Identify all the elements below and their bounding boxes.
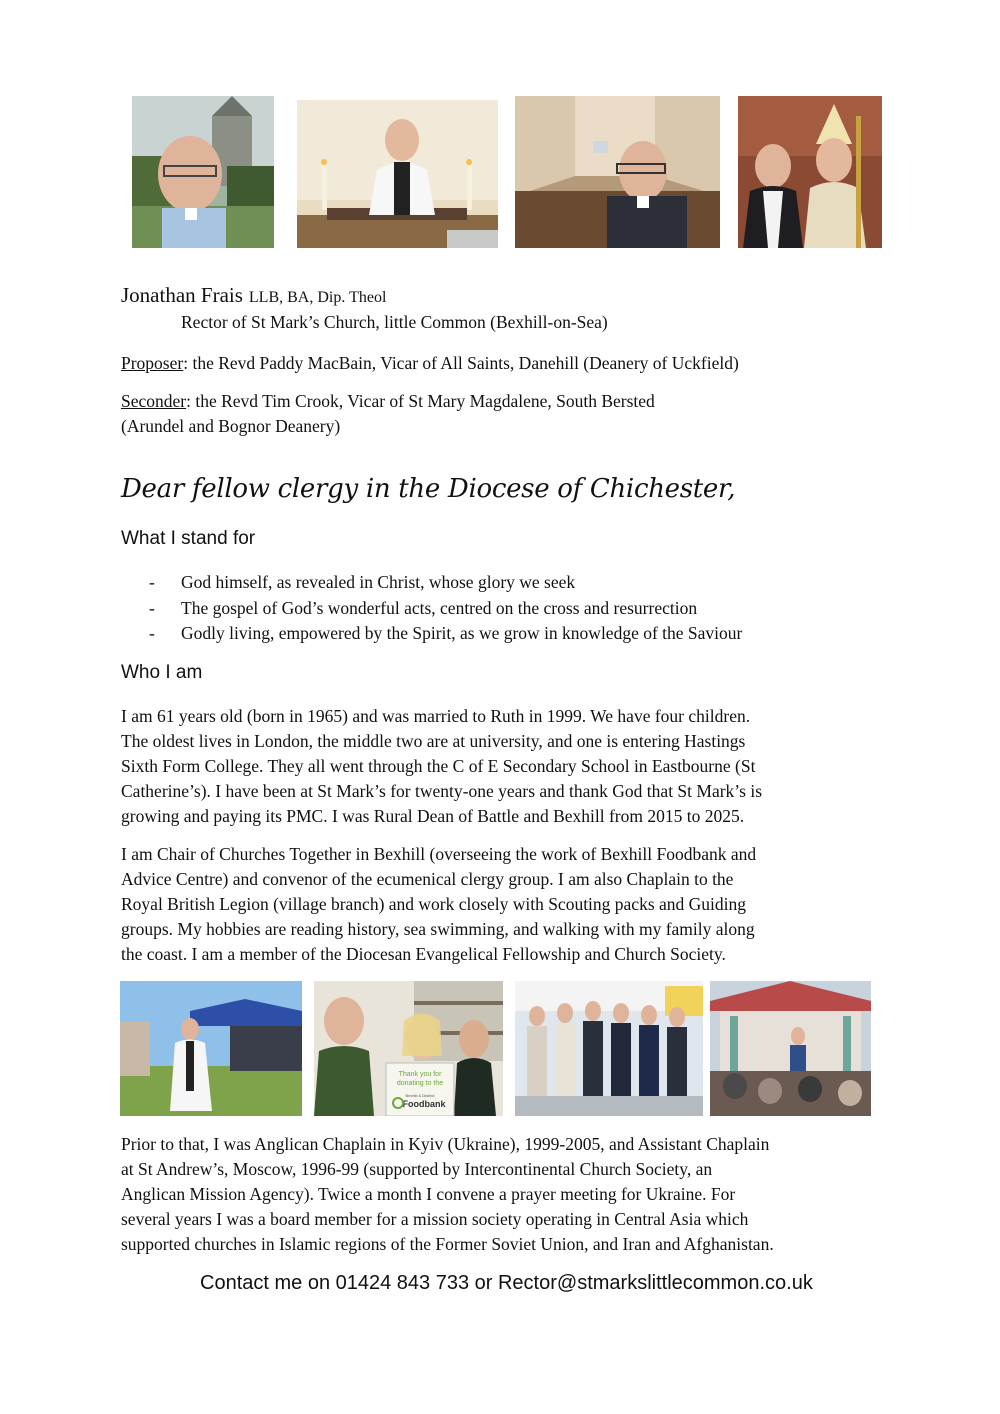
text-line: Sixth Form College. They all went through the C of E Secondary School in Eastbourne (St [121, 756, 756, 776]
church-interior-selfie-photo [515, 96, 720, 248]
text-line: at St Andrew’s, Moscow, 1996-99 (supported by Intercontinental Church Society, an [121, 1159, 713, 1179]
who-i-am-heading: Who I am [121, 662, 203, 683]
text-line: Anglican Mission Agency). Twice a month I convene a prayer meeting for Ukraine. For [121, 1184, 736, 1204]
text-line: several years I was a board member for a mission society operating in Central Asia which [121, 1209, 749, 1229]
prior-ministry-paragraph [121, 1132, 881, 1257]
list-item-text: The gospel of God’s wonderful acts, centred on the cross and resurrection [181, 597, 698, 618]
proposer-line [121, 351, 739, 376]
candidate-name-line [121, 283, 386, 308]
stand-for-heading: What I stand for [121, 528, 256, 549]
list-item: - The gospel of God’s wonderful acts, centred on the cross and resurrection [149, 597, 698, 618]
with-bishop-photo [738, 96, 882, 248]
text-line: the coast. I am a member of the Diocesan Evangelical Fellowship and Church Society. [121, 944, 726, 964]
text-line: groups. My hobbies are reading history, sea swimming, and walking with my family along [121, 919, 755, 939]
list-item-text: Godly living, empowered by the Spirit, as we grow in knowledge of the Saviour [181, 623, 743, 643]
seconder-block [121, 389, 655, 439]
proposer-text: : the Revd Paddy MacBain, Vicar of All Saints, Danehill (Deanery of Uckfield) [183, 353, 739, 373]
list-item-text: God himself, as revealed in Christ, whose glory we seek [181, 572, 576, 592]
foodbank-sign-brand: Foodbank [402, 1099, 446, 1109]
text-line: Prior to that, I was Anglican Chaplain in Kyiv (Ukraine), 1999-2005, and Assistant Chaplain [121, 1134, 770, 1154]
group-photo [515, 981, 703, 1116]
seconder-text: : the Revd Tim Crook, Vicar of St Mary Magdalene, South Bersted [186, 391, 655, 411]
foodbank-sign-small: Bexhill & District [405, 1093, 435, 1098]
who-i-am-paragraph-2 [121, 842, 881, 967]
text-line: supported churches in Islamic regions of the Former Soviet Union, and Iran and Afghanistan. [121, 1234, 774, 1254]
text-line: Royal British Legion (village branch) and work closely with Scouting packs and Guiding [121, 894, 747, 914]
text-line: I am 61 years old (born in 1965) and was married to Ruth in 1999. We have four children. [121, 706, 751, 726]
text-line: Advice Centre) and convenor of the ecumenical clergy group. I am also Chaplain to the [121, 869, 734, 889]
list-item: - Godly living, empowered by the Spirit, as we grow in knowledge of the Saviour [149, 623, 743, 643]
greeting: Dear fellow clergy in the Diocese of Chichester, [121, 474, 736, 504]
text-line: I am Chair of Churches Together in Bexhill (overseeing the work of Bexhill Foodbank and [121, 844, 757, 864]
who-i-am-paragraph-1 [121, 704, 881, 829]
proposer-label: Proposer [121, 353, 184, 373]
candidate-qualifications: LLB, BA, Dip. Theol [248, 289, 387, 306]
bandstand-talk-photo [710, 981, 871, 1116]
foodbank-sign-line1: Thank you for [398, 1071, 442, 1078]
pulpit-preaching-photo [297, 100, 498, 248]
candidate-name: Jonathan Frais [121, 283, 243, 307]
outdoor-service-photo [120, 981, 302, 1116]
text-line: growing and paying its PMC. I was Rural Dean of Battle and Bexhill from 2015 to 2025. [121, 806, 745, 826]
foodbank-sign-line2: donating to the [396, 1080, 444, 1087]
candidate-role: Rector of St Mark’s Church, little Common (Bexhill-on-Sea) [181, 312, 608, 332]
foodbank-photo [314, 981, 503, 1116]
text-line: The oldest lives in London, the middle two are at university, and one is entering Hastings [121, 731, 746, 751]
stand-for-list [121, 570, 742, 647]
contact-line: Contact me on 01424 843 733 or Rector@stmarkslittlecommon.co.uk [200, 1272, 813, 1294]
selfie-outdoors-church-photo [132, 96, 274, 248]
list-item: - God himself, as revealed in Christ, whose glory we seek [149, 572, 576, 592]
seconder-label: Seconder [121, 391, 187, 411]
seconder-deanery: (Arundel and Bognor Deanery) [121, 416, 341, 436]
text-line: Catherine’s). I have been at St Mark’s for twenty-one years and thank God that St Mark’s is [121, 781, 763, 801]
